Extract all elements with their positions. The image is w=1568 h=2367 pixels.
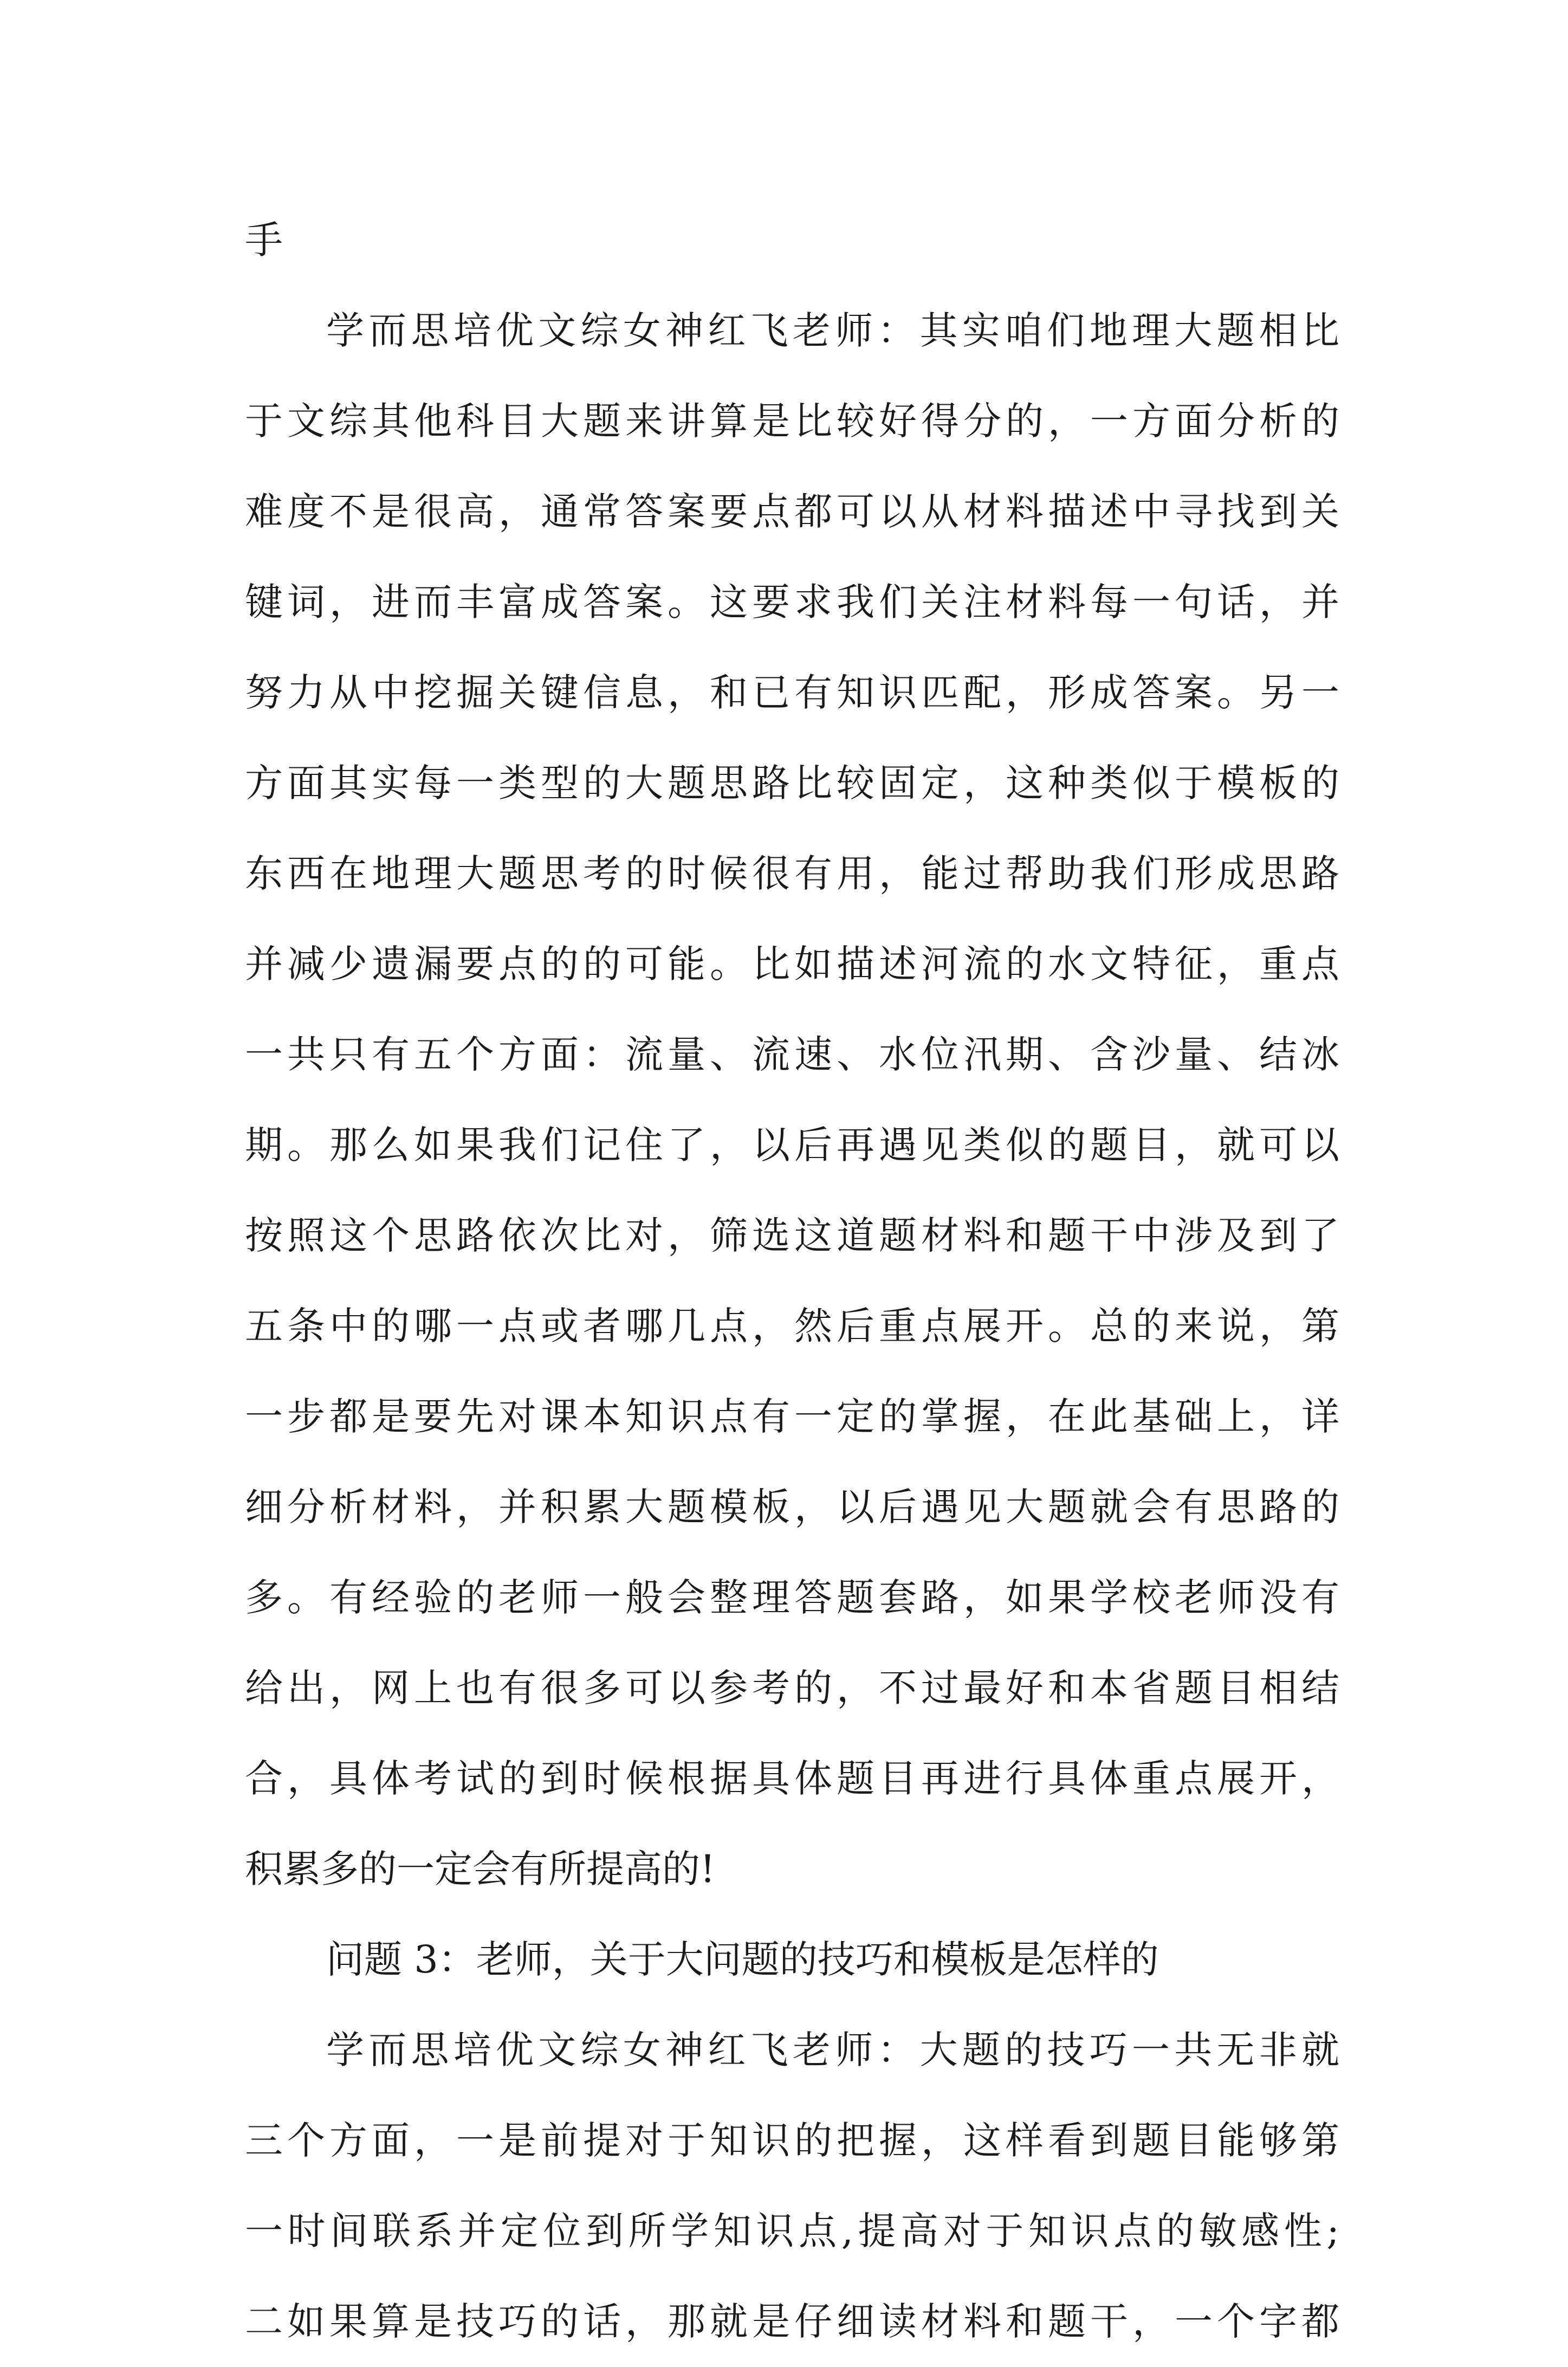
text-line: 二如果算是技巧的话，那就是仔细读材料和题干，一个字都: [245, 2299, 1339, 2344]
text-line: 三个方面，一是前提对于知识的把握，这样看到题目能够第: [245, 2118, 1339, 2163]
text-line: 学而思培优文综女神红飞老师：大题的技巧一共无非就: [326, 2028, 1339, 2072]
text-line: 一时间联系并定位到所学知识点,提高对于知识点的敏感性;: [245, 2209, 1339, 2253]
text-line: 细分析材料，并积累大题模板，以后遇见大题就会有思路的: [245, 1485, 1339, 1529]
text-line: 一共只有五个方面：流量、流速、水位汛期、含沙量、结冰: [245, 1032, 1339, 1077]
text-line: 期。那么如果我们记住了，以后再遇见类似的题目，就可以: [245, 1123, 1339, 1167]
question-heading: 问题 3：老师，关于大问题的技巧和模板是怎样的: [326, 1937, 1159, 1982]
text-line: 键词，进而丰富成答案。这要求我们关注材料每一句话，并: [245, 580, 1339, 624]
text-line: 东西在地理大题思考的时候很有用，能过帮助我们形成思路: [245, 851, 1339, 896]
text-line: 按照这个思路依次比对，筛选这道题材料和题干中涉及到了: [245, 1213, 1339, 1258]
text-line: 努力从中挖掘关键信息，和已有知识匹配，形成答案。另一: [245, 670, 1339, 715]
document-body: [245, 195, 1339, 2367]
text-line: 并减少遗漏要点的的可能。比如描述河流的水文特征，重点: [245, 942, 1339, 986]
text-line: 多。有经验的老师一般会整理答题套路，如果学校老师没有: [245, 1575, 1339, 1620]
text-line: 积累多的一定会有所提高的!: [245, 1847, 716, 1891]
text-line: 方面其实每一类型的大题思路比较固定，这种类似于模板的: [245, 761, 1339, 805]
text-line: 手: [245, 218, 283, 262]
text-line: 合，具体考试的到时候根据具体题目再进行具体重点展开，: [245, 1756, 1339, 1801]
text-line: 难度不是很高，通常答案要点都可以从材料描述中寻找到关: [245, 489, 1339, 534]
text-line: 五条中的哪一点或者哪几点，然后重点展开。总的来说，第: [245, 1304, 1339, 1348]
text-line: 一步都是要先对课本知识点有一定的掌握，在此基础上，详: [245, 1394, 1339, 1439]
text-line: 学而思培优文综女神红飞老师：其实咱们地理大题相比: [326, 308, 1339, 353]
text-line: 给出，网上也有很多可以参考的，不过最好和本省题目相结: [245, 1666, 1339, 1710]
text-line: 于文综其他科目大题来讲算是比较好得分的，一方面分析的: [245, 399, 1339, 443]
